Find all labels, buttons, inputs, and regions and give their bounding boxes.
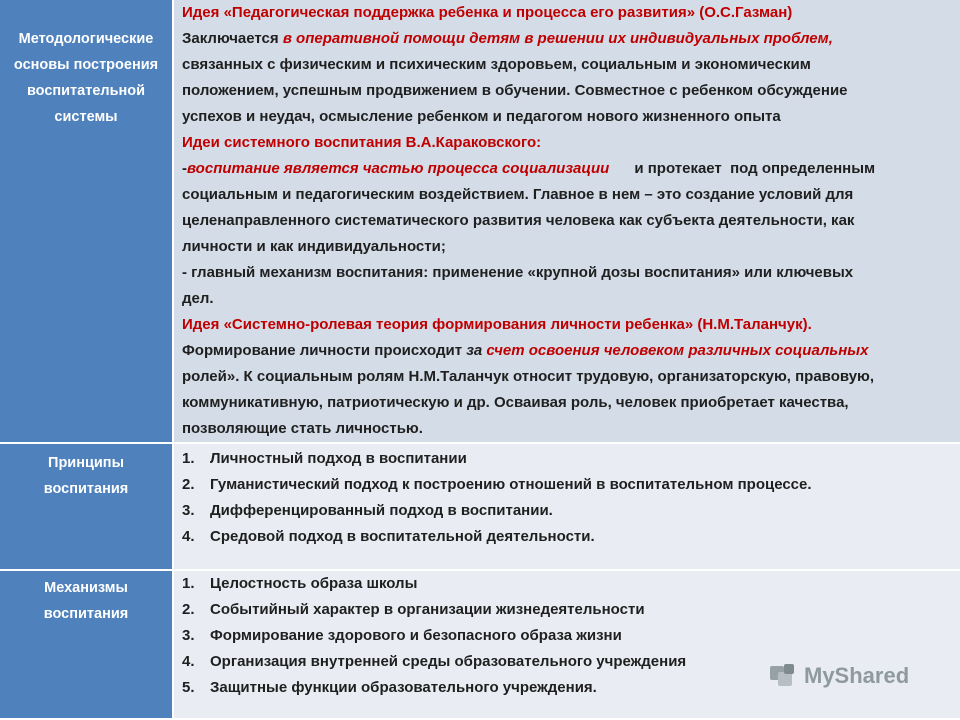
row-label-line: системы xyxy=(54,109,118,125)
row-label-principles xyxy=(0,444,174,571)
row-label-line: воспитания xyxy=(43,606,129,622)
list-item: 2. Событийный характер в организации жизнедеятельности xyxy=(182,601,645,618)
row-label-line: воспитательной xyxy=(26,83,146,99)
myshared-watermark xyxy=(768,660,909,692)
talanchuk-heading: Идея «Системно-ролевая теория формирования личности ребенка» (Н.М.Таланчук). xyxy=(182,316,812,333)
text-line: социальным и педагогическим воздействием. Главное в нем – это создание условий для xyxy=(182,186,854,203)
list-item: 4. Организация внутренней среды образовательного учреждения xyxy=(182,653,687,670)
watermark-text: MyShared xyxy=(804,663,910,688)
row-label-methodology xyxy=(0,0,174,444)
text-line: - главный механизм воспитания: применение «крупной дозы воспитания» или ключевых xyxy=(182,264,854,281)
gazman-idea-heading: Идея «Педагогическая поддержка ребенка и процесса его развития» (О.С.Газман) xyxy=(182,4,793,21)
text-line: Формирование личности происходит за счет освоения человеком различных социальных xyxy=(182,342,869,359)
list-item: 4. Средовой подход в воспитательной деятельности. xyxy=(182,528,595,545)
row-label-line: основы построения xyxy=(13,57,159,73)
highlight-text: воспитание является частью процесса социализации xyxy=(187,160,610,177)
list-item: 3. Дифференцированный подход в воспитании. xyxy=(182,502,553,519)
row-label-line: Методологические xyxy=(18,31,154,47)
row-content-mechanisms xyxy=(174,571,960,720)
list-item: 2. Гуманистический подход к построению отношений в воспитательном процессе. xyxy=(182,476,812,493)
text-line: целенаправленного систематического развития человека как субъекта деятельности, как xyxy=(182,212,855,229)
text-line: дел. xyxy=(182,290,214,307)
text-line: связанных с физическим и психическим здоровьем, социальным и экономическим xyxy=(182,56,811,73)
list-item: 5. Защитные функции образовательного учреждения. xyxy=(182,679,597,696)
text-line: коммуникативную, патриотическую и др. Осваивая роль, человек приобретает качества, xyxy=(182,394,849,411)
row-content-principles xyxy=(174,444,960,571)
myshared-logo-icon xyxy=(768,660,800,692)
text-line: ролей». К социальным ролям Н.М.Таланчук относит трудовую, организаторскую, правовую, xyxy=(182,368,875,385)
row-label-line: Механизмы xyxy=(44,580,128,596)
text-line: Заключается в оперативной помощи детям в решении их индивидуальных проблем, xyxy=(182,30,833,47)
text-line: позволяющие стать личностью. xyxy=(182,420,423,437)
karakovsky-heading: Идеи системного воспитания В.А.Караковского: xyxy=(182,134,542,151)
highlight-text: счет освоения человеком различных социальных xyxy=(486,342,869,359)
principles-list xyxy=(174,444,960,550)
list-item: 1. Целостность образа школы xyxy=(182,575,418,592)
highlight-text: в оперативной помощи детям в решении их индивидуальных проблем, xyxy=(282,30,833,47)
text-line: -воспитание является частью процесса социализации и протекает под определенным xyxy=(182,160,876,177)
text-line: успехов и неудач, осмысление ребенком и педагогом нового жизненного опыта xyxy=(182,108,781,125)
list-item: 3. Формирование здорового и безопасного образа жизни xyxy=(182,627,622,644)
row-label-line: Принципы xyxy=(48,455,124,471)
row-label-mechanisms xyxy=(0,571,174,720)
list-item: 1. Личностный подход в воспитании xyxy=(182,450,467,467)
text-line: личности и как индивидуальности; xyxy=(182,238,446,255)
text-line: положением, успешным продвижением в обучении. Совместное с ребенком обсуждение xyxy=(182,82,848,99)
row-label-line: воспитания xyxy=(43,481,129,497)
row-content-methodology xyxy=(174,0,960,444)
